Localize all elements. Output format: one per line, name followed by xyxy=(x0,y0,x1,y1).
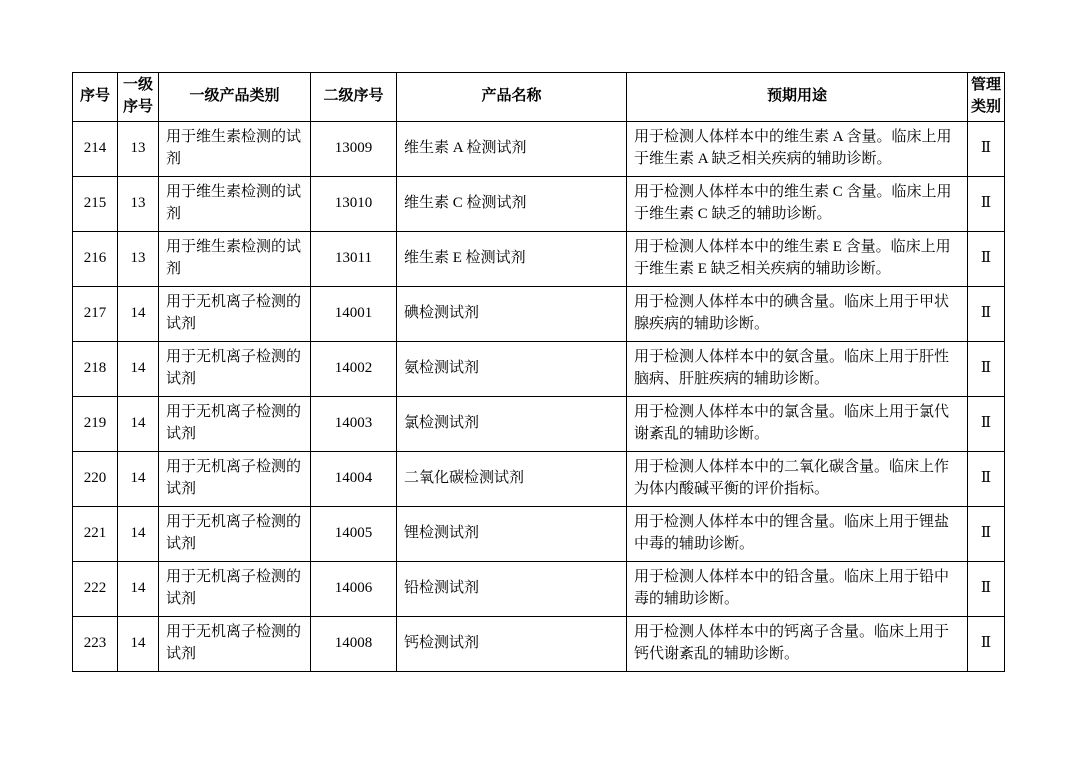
cell-serial: 219 xyxy=(73,396,118,451)
cell-intended-use: 用于检测人体样本中的维生素 A 含量。临床上用于维生素 A 缺乏相关疾病的辅助诊断。 xyxy=(627,121,968,176)
cell-level1-category: 用于维生素检测的试剂 xyxy=(159,121,311,176)
column-header-product-name: 产品名称 xyxy=(397,73,627,122)
cell-product-name: 维生素 C 检测试剂 xyxy=(397,176,627,231)
cell-level2-no: 13010 xyxy=(311,176,397,231)
cell-mgmt-class: Ⅱ xyxy=(968,176,1005,231)
cell-level1-category: 用于维生素检测的试剂 xyxy=(159,176,311,231)
table-header xyxy=(73,73,1005,122)
cell-intended-use: 用于检测人体样本中的铅含量。临床上用于铅中毒的辅助诊断。 xyxy=(627,561,968,616)
cell-level2-no: 14001 xyxy=(311,286,397,341)
cell-mgmt-class: Ⅱ xyxy=(968,561,1005,616)
table-row xyxy=(73,506,1005,561)
cell-mgmt-class: Ⅱ xyxy=(968,121,1005,176)
table-row xyxy=(73,451,1005,506)
cell-serial: 215 xyxy=(73,176,118,231)
cell-intended-use: 用于检测人体样本中的维生素 E 含量。临床上用于维生素 E 缺乏相关疾病的辅助诊断。 xyxy=(627,231,968,286)
cell-product-name: 铅检测试剂 xyxy=(397,561,627,616)
cell-mgmt-class: Ⅱ xyxy=(968,451,1005,506)
cell-product-name: 锂检测试剂 xyxy=(397,506,627,561)
cell-level1-category: 用于无机离子检测的试剂 xyxy=(159,341,311,396)
cell-mgmt-class: Ⅱ xyxy=(968,341,1005,396)
cell-intended-use: 用于检测人体样本中的二氧化碳含量。临床上作为体内酸碱平衡的评价指标。 xyxy=(627,451,968,506)
cell-product-name: 维生素 E 检测试剂 xyxy=(397,231,627,286)
column-header-level1-no: 一级序号 xyxy=(118,73,159,122)
cell-level1-category: 用于无机离子检测的试剂 xyxy=(159,286,311,341)
cell-level1-no: 14 xyxy=(118,396,159,451)
cell-level1-category: 用于维生素检测的试剂 xyxy=(159,231,311,286)
column-header-level2-no: 二级序号 xyxy=(311,73,397,122)
cell-level2-no: 13009 xyxy=(311,121,397,176)
table-container xyxy=(72,72,1005,672)
cell-serial: 216 xyxy=(73,231,118,286)
table-body xyxy=(73,121,1005,671)
cell-intended-use: 用于检测人体样本中的锂含量。临床上用于锂盐中毒的辅助诊断。 xyxy=(627,506,968,561)
cell-intended-use: 用于检测人体样本中的碘含量。临床上用于甲状腺疾病的辅助诊断。 xyxy=(627,286,968,341)
cell-level1-category: 用于无机离子检测的试剂 xyxy=(159,616,311,671)
cell-level1-no: 14 xyxy=(118,616,159,671)
cell-level1-category: 用于无机离子检测的试剂 xyxy=(159,396,311,451)
column-header-intended-use: 预期用途 xyxy=(627,73,968,122)
cell-intended-use: 用于检测人体样本中的维生素 C 含量。临床上用于维生素 C 缺乏的辅助诊断。 xyxy=(627,176,968,231)
cell-product-name: 钙检测试剂 xyxy=(397,616,627,671)
product-classification-table xyxy=(72,72,1005,672)
cell-intended-use: 用于检测人体样本中的钙离子含量。临床上用于钙代谢紊乱的辅助诊断。 xyxy=(627,616,968,671)
cell-product-name: 碘检测试剂 xyxy=(397,286,627,341)
cell-serial: 223 xyxy=(73,616,118,671)
cell-mgmt-class: Ⅱ xyxy=(968,616,1005,671)
cell-intended-use: 用于检测人体样本中的氨含量。临床上用于肝性脑病、肝脏疾病的辅助诊断。 xyxy=(627,341,968,396)
cell-level2-no: 14004 xyxy=(311,451,397,506)
cell-level1-no: 13 xyxy=(118,121,159,176)
cell-level1-no: 13 xyxy=(118,176,159,231)
cell-product-name: 二氧化碳检测试剂 xyxy=(397,451,627,506)
cell-level1-no: 14 xyxy=(118,506,159,561)
cell-serial: 221 xyxy=(73,506,118,561)
cell-product-name: 氨检测试剂 xyxy=(397,341,627,396)
cell-level2-no: 14002 xyxy=(311,341,397,396)
table-row xyxy=(73,176,1005,231)
cell-serial: 222 xyxy=(73,561,118,616)
cell-mgmt-class: Ⅱ xyxy=(968,506,1005,561)
cell-serial: 218 xyxy=(73,341,118,396)
table-row xyxy=(73,616,1005,671)
cell-intended-use: 用于检测人体样本中的氯含量。临床上用于氯代谢紊乱的辅助诊断。 xyxy=(627,396,968,451)
cell-serial: 217 xyxy=(73,286,118,341)
table-row xyxy=(73,396,1005,451)
cell-serial: 214 xyxy=(73,121,118,176)
cell-level2-no: 13011 xyxy=(311,231,397,286)
cell-product-name: 维生素 A 检测试剂 xyxy=(397,121,627,176)
cell-level2-no: 14003 xyxy=(311,396,397,451)
cell-mgmt-class: Ⅱ xyxy=(968,396,1005,451)
cell-mgmt-class: Ⅱ xyxy=(968,231,1005,286)
column-header-mgmt-class: 管理类别 xyxy=(968,73,1005,122)
cell-level1-no: 13 xyxy=(118,231,159,286)
cell-level1-no: 14 xyxy=(118,341,159,396)
cell-level1-no: 14 xyxy=(118,561,159,616)
table-row xyxy=(73,561,1005,616)
cell-product-name: 氯检测试剂 xyxy=(397,396,627,451)
cell-serial: 220 xyxy=(73,451,118,506)
table-row xyxy=(73,121,1005,176)
cell-level1-category: 用于无机离子检测的试剂 xyxy=(159,451,311,506)
cell-level2-no: 14006 xyxy=(311,561,397,616)
cell-level1-no: 14 xyxy=(118,451,159,506)
column-header-serial: 序号 xyxy=(73,73,118,122)
cell-mgmt-class: Ⅱ xyxy=(968,286,1005,341)
cell-level1-category: 用于无机离子检测的试剂 xyxy=(159,506,311,561)
table-row xyxy=(73,231,1005,286)
cell-level1-category: 用于无机离子检测的试剂 xyxy=(159,561,311,616)
table-row xyxy=(73,286,1005,341)
header-row xyxy=(73,73,1005,122)
cell-level2-no: 14005 xyxy=(311,506,397,561)
cell-level1-no: 14 xyxy=(118,286,159,341)
table-row xyxy=(73,341,1005,396)
column-header-level1-category: 一级产品类别 xyxy=(159,73,311,122)
cell-level2-no: 14008 xyxy=(311,616,397,671)
